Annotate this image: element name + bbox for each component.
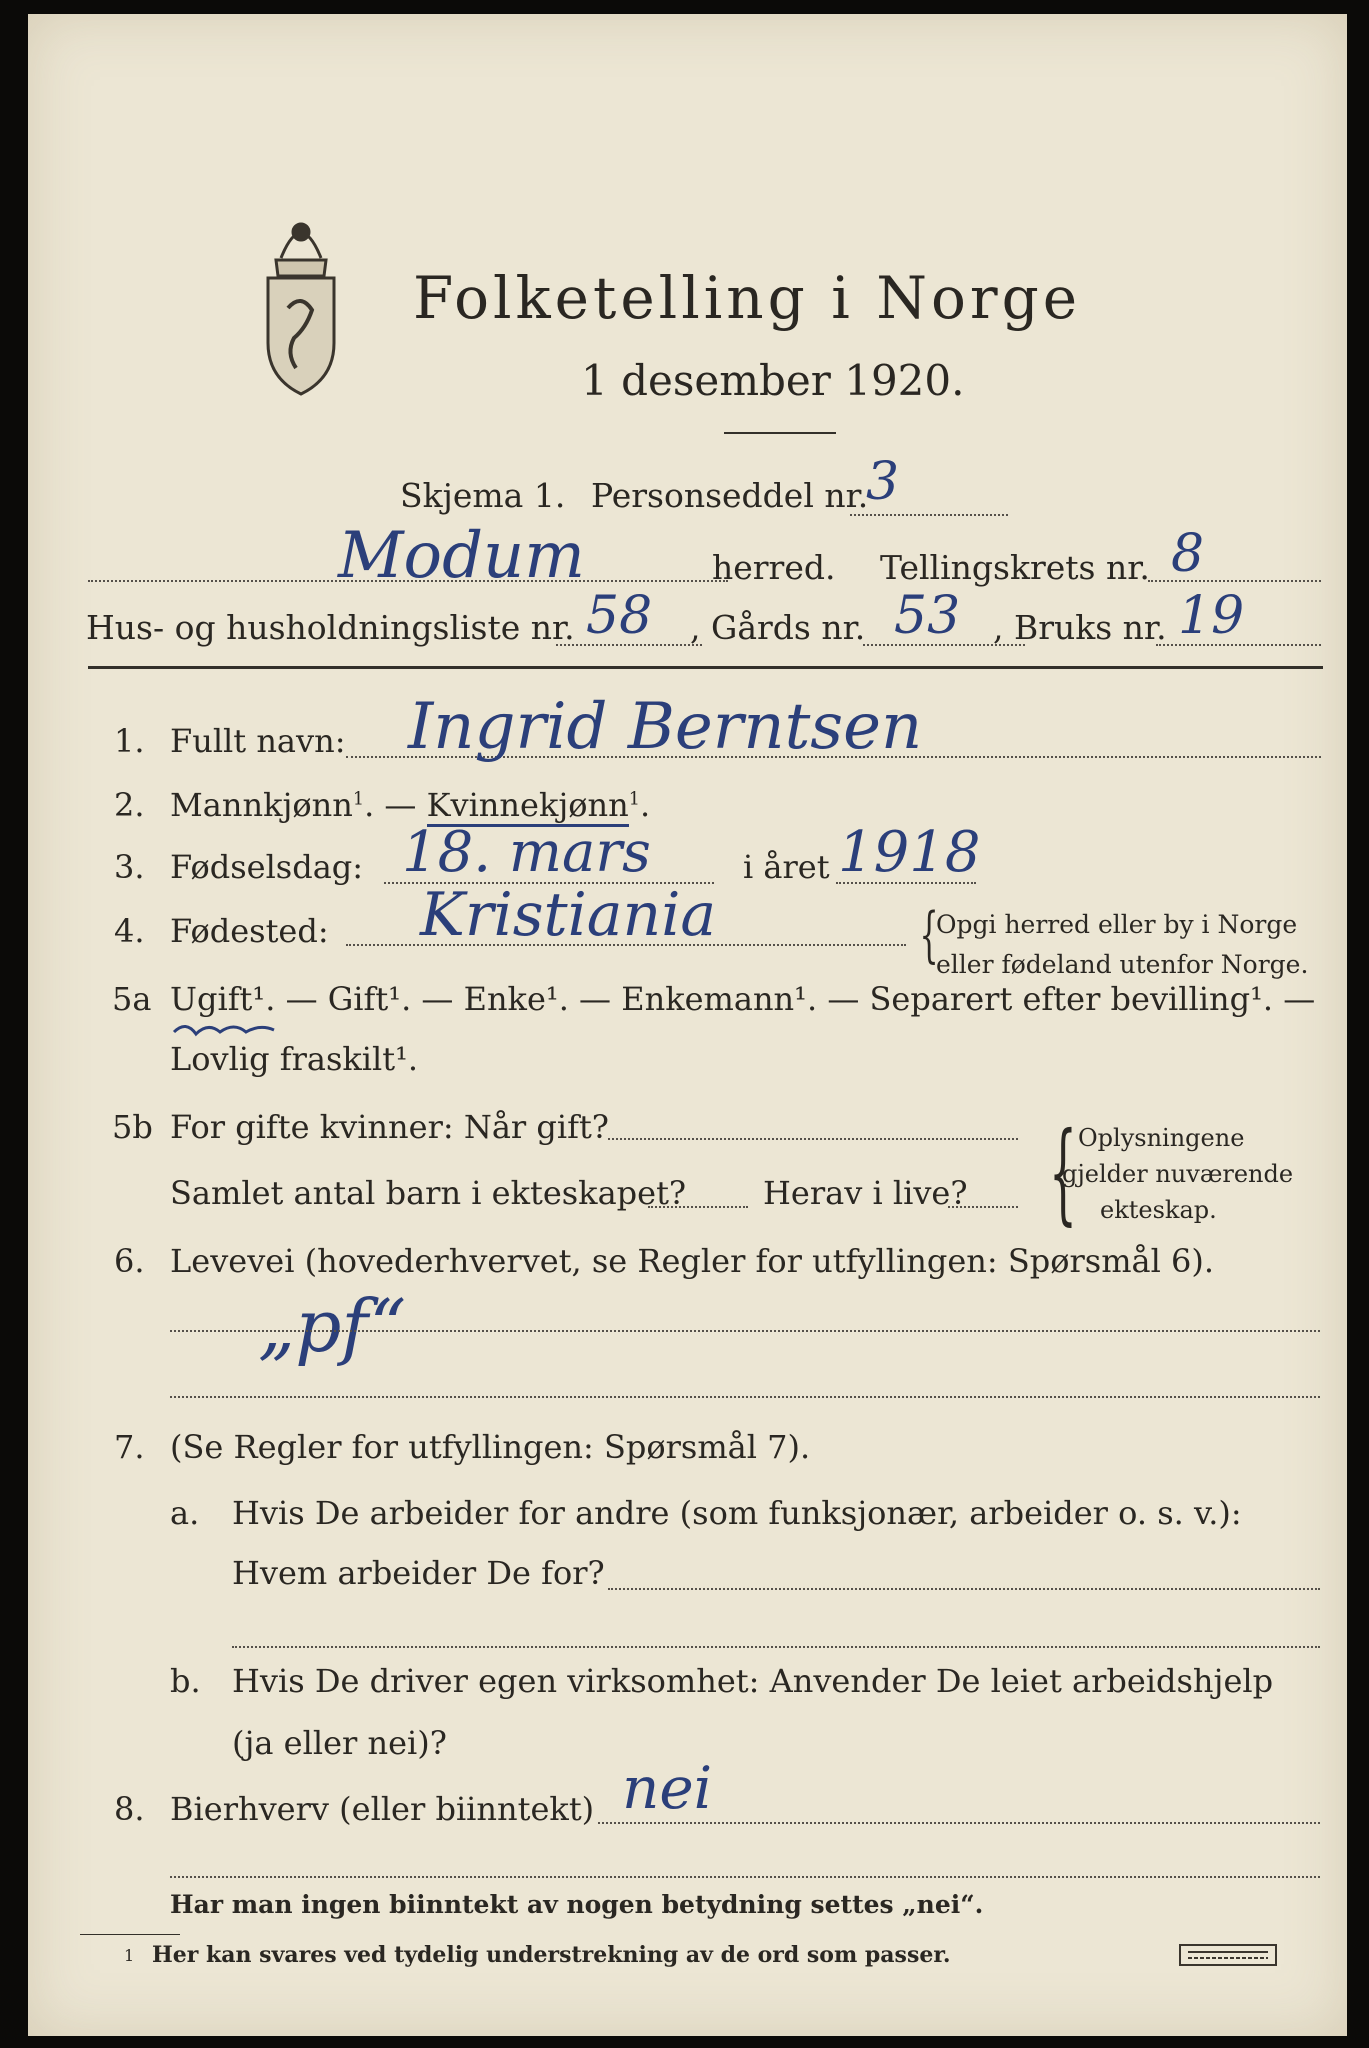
q7b-line1: Hvis De driver egen virksomhet: Anvender De leiet arbeidshjelp [232, 1662, 1274, 1700]
bruks-label: , Bruks nr. [993, 608, 1167, 647]
q4-label: Fødested: [170, 912, 329, 950]
occupation-field-line1[interactable] [170, 1330, 1320, 1332]
bruks-value: 19 [1178, 586, 1245, 646]
personseddel-value: 3 [866, 452, 900, 512]
tellingskrets-label: Tellingskrets nr. [880, 548, 1150, 587]
q4-note-line1: Opgi herred eller by i Norge [936, 910, 1298, 939]
q4-number: 4. [114, 912, 145, 950]
birthdate-value: 18. mars [402, 820, 651, 885]
page-title: Folketelling i Norge [413, 264, 1082, 332]
q5b-number: 5b [112, 1108, 153, 1146]
census-form-page [28, 14, 1347, 2036]
q3-year-label: i året [743, 848, 830, 886]
birthplace-value: Kristiania [420, 880, 717, 950]
q8-number: 8. [114, 1790, 145, 1828]
hus-value: 58 [586, 586, 653, 646]
q4-brace: { [919, 900, 939, 970]
q5b-note-line2: gjelder nuværende [1062, 1160, 1294, 1188]
q5b-note-line3: ekteskap. [1100, 1196, 1217, 1224]
side-income-field-line1[interactable] [598, 1822, 1320, 1824]
married-when-field[interactable] [608, 1138, 1018, 1140]
marital-status-options-line2[interactable]: Lovlig fraskilt¹. [170, 1040, 419, 1078]
gards-label: , Gårds nr. [690, 608, 866, 647]
employer-field-line2[interactable] [232, 1646, 1320, 1648]
side-income-value: nei [622, 1754, 713, 1822]
tellingskrets-value: 8 [1171, 524, 1205, 584]
employer-field-line1[interactable] [608, 1588, 1320, 1590]
herred-value: Modum [338, 519, 585, 593]
q1-label: Fullt navn: [170, 722, 346, 760]
printer-stamp-icon [1178, 1942, 1278, 1968]
q6-label: Levevei (hovederhvervet, se Regler for utfyllingen: Spørsmål 6). [170, 1242, 1215, 1280]
q7a-line1: Hvis De arbeider for andre (som funksjonær, arbeider o. s. v.): [232, 1494, 1242, 1532]
footnote-rule [80, 1934, 180, 1935]
occupation-field-line2[interactable] [170, 1396, 1320, 1398]
q1-number: 1. [114, 722, 145, 760]
q2-options: Mannkjønn$^1$. — Kvinnekjønn$^1$. [170, 786, 650, 824]
children-alive-field[interactable] [948, 1206, 1018, 1208]
q5a-number: 5a [112, 980, 152, 1018]
occupation-value: „pf“ [258, 1284, 407, 1368]
q5b-children-label: Samlet antal barn i ekteskapet? [170, 1174, 687, 1212]
side-income-field-line2[interactable] [170, 1876, 1320, 1878]
full-name-value: Ingrid Berntsen [408, 690, 923, 764]
hus-label: Hus- og husholdningsliste nr. [86, 608, 575, 647]
footnote-marker: 1 [124, 1946, 135, 1965]
q2-number: 2. [114, 786, 145, 824]
header-rule [88, 666, 1323, 669]
q7-label: (Se Regler for utfyllingen: Spørsmål 7). [170, 1428, 811, 1466]
children-count-field[interactable] [648, 1206, 748, 1208]
footnote-text: Her kan svares ved tydelig understrekning av de ord som passer. [152, 1942, 951, 1968]
birthyear-value: 1918 [838, 820, 981, 885]
note-nei: Har man ingen biinntekt av nogen betydning settes „nei“. [170, 1890, 984, 1919]
q5b-note-line1: Oplysningene [1078, 1124, 1245, 1152]
norwegian-coat-of-arms-icon [246, 198, 356, 398]
marital-status-options[interactable]: Ugift¹. — Gift¹. — Enke¹. — Enkemann¹. — Separert efter bevilling¹. — [170, 980, 1316, 1018]
q7b-letter: b. [170, 1662, 201, 1700]
q8-label: Bierhverv (eller biinntekt) [170, 1790, 595, 1828]
gards-value: 53 [894, 586, 961, 646]
census-date: 1 desember 1920. [581, 356, 965, 405]
q4-note-line2: eller fødeland utenfor Norge. [936, 950, 1309, 979]
q5b-alive-label: Herav i live? [763, 1174, 968, 1212]
q3-number: 3. [114, 848, 145, 886]
q7a-line2: Hvem arbeider De for? [232, 1554, 605, 1592]
q7a-letter: a. [170, 1494, 200, 1532]
schema-label: Skjema 1. [400, 476, 566, 515]
q3-label: Fødselsdag: [170, 848, 364, 886]
personseddel-label: Personseddel nr. [591, 476, 869, 515]
q7-number: 7. [114, 1428, 145, 1466]
q7b-line2: (ja eller nei)? [232, 1724, 447, 1762]
title-divider [724, 432, 836, 434]
herred-label: herred. [712, 548, 836, 587]
female-option[interactable]: Kvinnekjønn [427, 786, 629, 827]
q6-number: 6. [114, 1242, 145, 1280]
q5b-brace: { [1049, 1108, 1077, 1236]
male-option[interactable]: Mannkjønn [170, 786, 353, 824]
personseddel-field[interactable] [850, 514, 1008, 516]
q5b-line1: For gifte kvinner: Når gift? [170, 1108, 609, 1146]
ugift-underline-mark [170, 1018, 280, 1042]
